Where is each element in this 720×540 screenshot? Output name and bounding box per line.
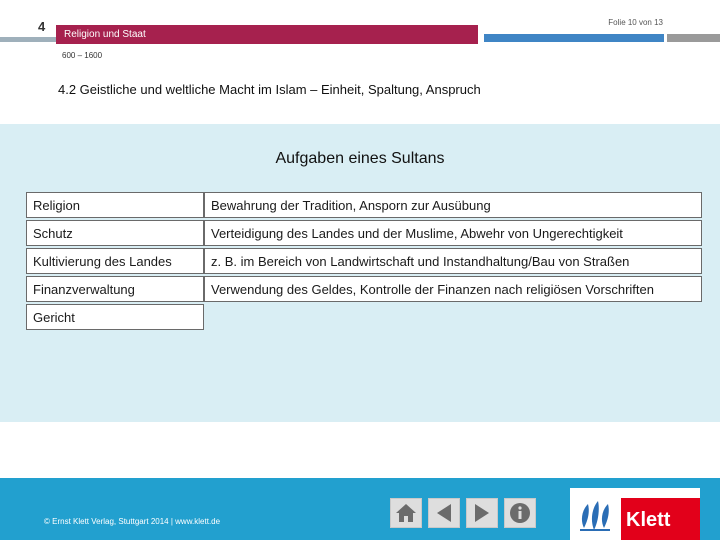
home-button[interactable] [390, 498, 422, 528]
previous-slide-button[interactable] [428, 498, 460, 528]
time-period: 600 – 1600 [62, 51, 103, 60]
description-cell: Bewahrung der Tradition, Ansporn zur Ausübung [204, 192, 702, 218]
logo-wordmark [621, 498, 700, 540]
description-cell: Verteidigung des Landes und der Muslime, Abwehr von Ungerechtigkeit [204, 220, 702, 246]
info-icon [508, 501, 532, 525]
copyright-text: © Ernst Klett Verlag, Stuttgart 2014 | www.klett.de [44, 517, 221, 526]
category-cell: Gericht [26, 304, 204, 330]
description-cell: Verwendung des Geldes, Kontrolle der Finanzen nach religiösen Vorschriften [204, 276, 702, 302]
table-row [26, 248, 702, 276]
category-cell: Kultivierung des Landes [26, 248, 204, 274]
table-row [26, 276, 702, 304]
table-row [26, 192, 702, 220]
slide-counter: Folie 10 von 13 [608, 18, 663, 27]
chapter-title-band [56, 25, 478, 44]
clover-leaf-icon [576, 498, 616, 534]
table-title: Aufgaben eines Sultans [275, 150, 445, 167]
info-button[interactable] [504, 498, 536, 528]
logo-label: Klett [626, 509, 671, 531]
sultan-tasks-table [26, 192, 702, 332]
progress-bar-blue [484, 34, 664, 42]
description-cell [204, 304, 702, 330]
chapter-title: Religion und Staat [64, 29, 146, 40]
slide-heading: 4.2 Geistliche und weltliche Macht im Islam – Einheit, Spaltung, Anspruch [58, 82, 481, 97]
chapter-number: 4 [38, 19, 46, 34]
next-arrow-icon [470, 501, 494, 525]
klett-logo [570, 488, 700, 540]
table-row [26, 220, 702, 248]
previous-arrow-icon [432, 501, 456, 525]
next-slide-button[interactable] [466, 498, 498, 528]
home-icon [394, 501, 418, 525]
category-cell: Finanzverwaltung [26, 276, 204, 302]
table-row [26, 304, 702, 332]
description-cell: z. B. im Bereich von Landwirtschaft und Instandhaltung/Bau von Straßen [204, 248, 702, 274]
progress-bar-grey [667, 34, 720, 42]
left-accent-bar [0, 37, 56, 42]
category-cell: Religion [26, 192, 204, 218]
category-cell: Schutz [26, 220, 204, 246]
